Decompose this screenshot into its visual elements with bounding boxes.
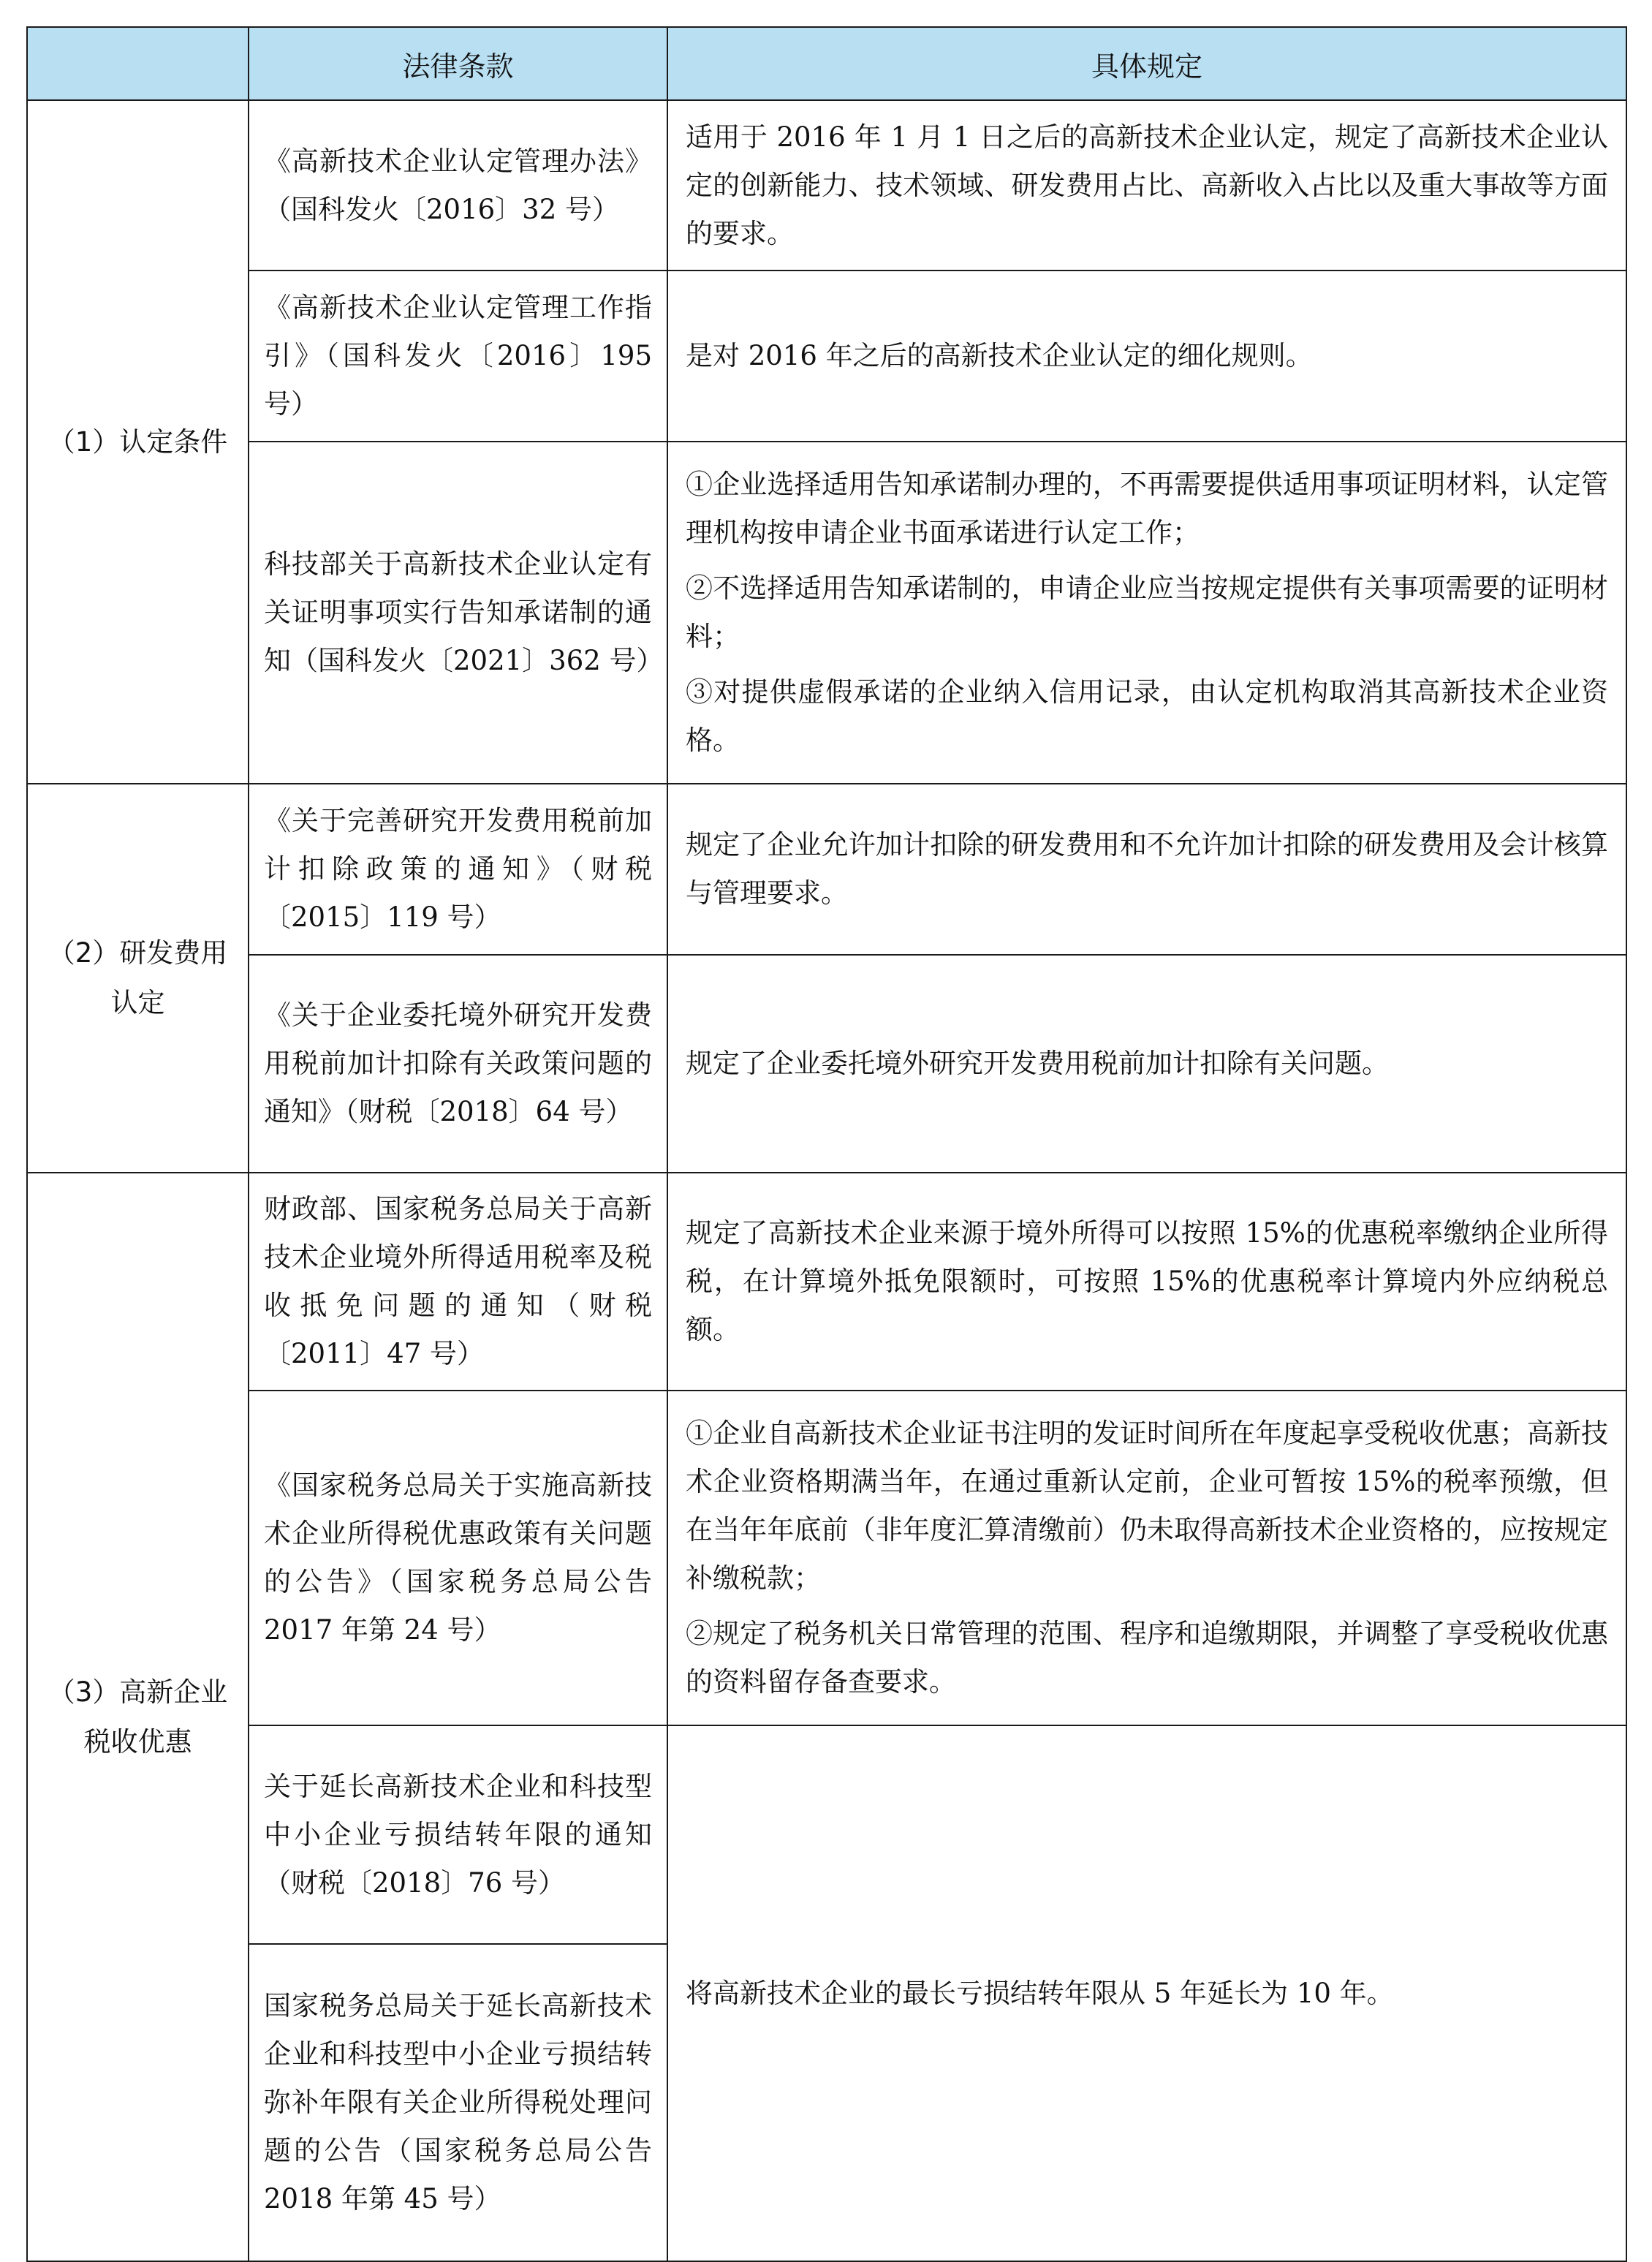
law-cell: 《关于完善研究开发费用税前加计扣除政策的通知》（财税〔2015〕119 号）: [249, 784, 667, 955]
table-header-row: [27, 27, 1626, 100]
rule-text: 适用于 2016 年 1 月 1 日之后的高新技术企业认定，规定了高新技术企业认定的创新能力、技术领域、研发费用占比、高新收入占比以及重大事故等方面的要求。: [686, 121, 1608, 249]
header-law-clause: 法律条款: [249, 27, 667, 100]
rule-text: 是对 2016 年之后的高新技术企业认定的细化规则。: [686, 340, 1313, 371]
table-row: [27, 1391, 1626, 1725]
table-row: [27, 271, 1626, 442]
table-row: [27, 784, 1626, 955]
category-label: （1）认定条件: [48, 425, 228, 458]
rule-text: 规定了高新技术企业来源于境外所得可以按照 15%的优惠税率缴纳企业所得税，在计算境外抵免限额时，可按照 15%的优惠税率计算境内外应纳税总额。: [686, 1217, 1608, 1345]
table-row: [27, 1725, 1626, 1944]
table-row: [27, 955, 1626, 1173]
category-cell-certification: [27, 100, 249, 784]
rule-cell: [667, 1391, 1626, 1725]
rule-text: 将高新技术企业的最长亏损结转年限从 5 年延长为 10 年。: [686, 1977, 1394, 2009]
rule-cell: [667, 784, 1626, 955]
law-cell: 《高新技术企业认定管理工作指引》（国科发火〔2016〕195 号）: [249, 271, 667, 442]
law-cell: 《关于企业委托境外研究开发费用税前加计扣除有关政策问题的通知》（财税〔2018〕64 号）: [249, 955, 667, 1173]
rule-text: 规定了企业允许加计扣除的研发费用和不允许加计扣除的研发费用及会计核算与管理要求。: [686, 829, 1608, 909]
category-label: （2）研发费用认定: [48, 937, 228, 1018]
category-label: （3）高新企业税收优惠: [48, 1676, 228, 1758]
rule-cell: [667, 955, 1626, 1173]
law-cell: 国家税务总局关于延长高新技术企业和科技型中小企业亏损结转弥补年限有关企业所得税处理问题的公告（国家税务总局公告 2018 年第 45 号）: [249, 1944, 667, 2261]
rule-cell: [667, 1173, 1626, 1391]
table-row: [27, 1173, 1626, 1391]
rule-cell: [667, 271, 1626, 442]
law-cell: 《高新技术企业认定管理办法》（国科发火〔2016〕32 号）: [249, 100, 667, 271]
rule-cell: [667, 1725, 1626, 2261]
rule-cell: [667, 442, 1626, 784]
rule-text: ①企业选择适用告知承诺制办理的，不再需要提供适用事项证明材料，认定管理机构按申请企业书面承诺进行认定工作；: [686, 469, 1608, 548]
rule-text: ③对提供虚假承诺的企业纳入信用记录，由认定机构取消其高新技术企业资格。: [686, 676, 1608, 756]
law-cell: 科技部关于高新技术企业认定有关证明事项实行告知承诺制的通知（国科发火〔2021〕362 号）: [249, 442, 667, 784]
table-row: [27, 100, 1626, 271]
category-cell-rd-expense: [27, 784, 249, 1173]
header-category: [27, 27, 249, 100]
header-specific-rules: 具体规定: [667, 27, 1626, 100]
law-cell: 《国家税务总局关于实施高新技术企业所得税优惠政策有关问题的公告》（国家税务总局公告 2017 年第 24 号）: [249, 1391, 667, 1725]
category-cell-tax-incentive: [27, 1173, 249, 2261]
law-cell: 关于延长高新技术企业和科技型中小企业亏损结转年限的通知（财税〔2018〕76 号）: [249, 1725, 667, 1944]
rule-text: ①企业自高新技术企业证书注明的发证时间所在年度起享受税收优惠；高新技术企业资格期满当年，在通过重新认定前，企业可暂按 15%的税率预缴，但在当年年底前（非年度汇算清缴前）仍未取得高新技术企业资格的，应按规定补缴税款；: [686, 1418, 1608, 1594]
rule-text: 规定了企业委托境外研究开发费用税前加计扣除有关问题。: [686, 1048, 1389, 1079]
law-cell: 财政部、国家税务总局关于高新技术企业境外所得适用税率及税收抵免问题的通知（财税〔2011〕47 号）: [249, 1173, 667, 1391]
law-provisions-table: [26, 26, 1627, 2262]
table-row: [27, 442, 1626, 784]
rule-text: ②规定了税务机关日常管理的范围、程序和追缴期限，并调整了享受税收优惠的资料留存备查要求。: [686, 1618, 1608, 1698]
rule-text: ②不选择适用告知承诺制的，申请企业应当按规定提供有关事项需要的证明材料；: [686, 572, 1608, 652]
rule-cell: [667, 100, 1626, 271]
